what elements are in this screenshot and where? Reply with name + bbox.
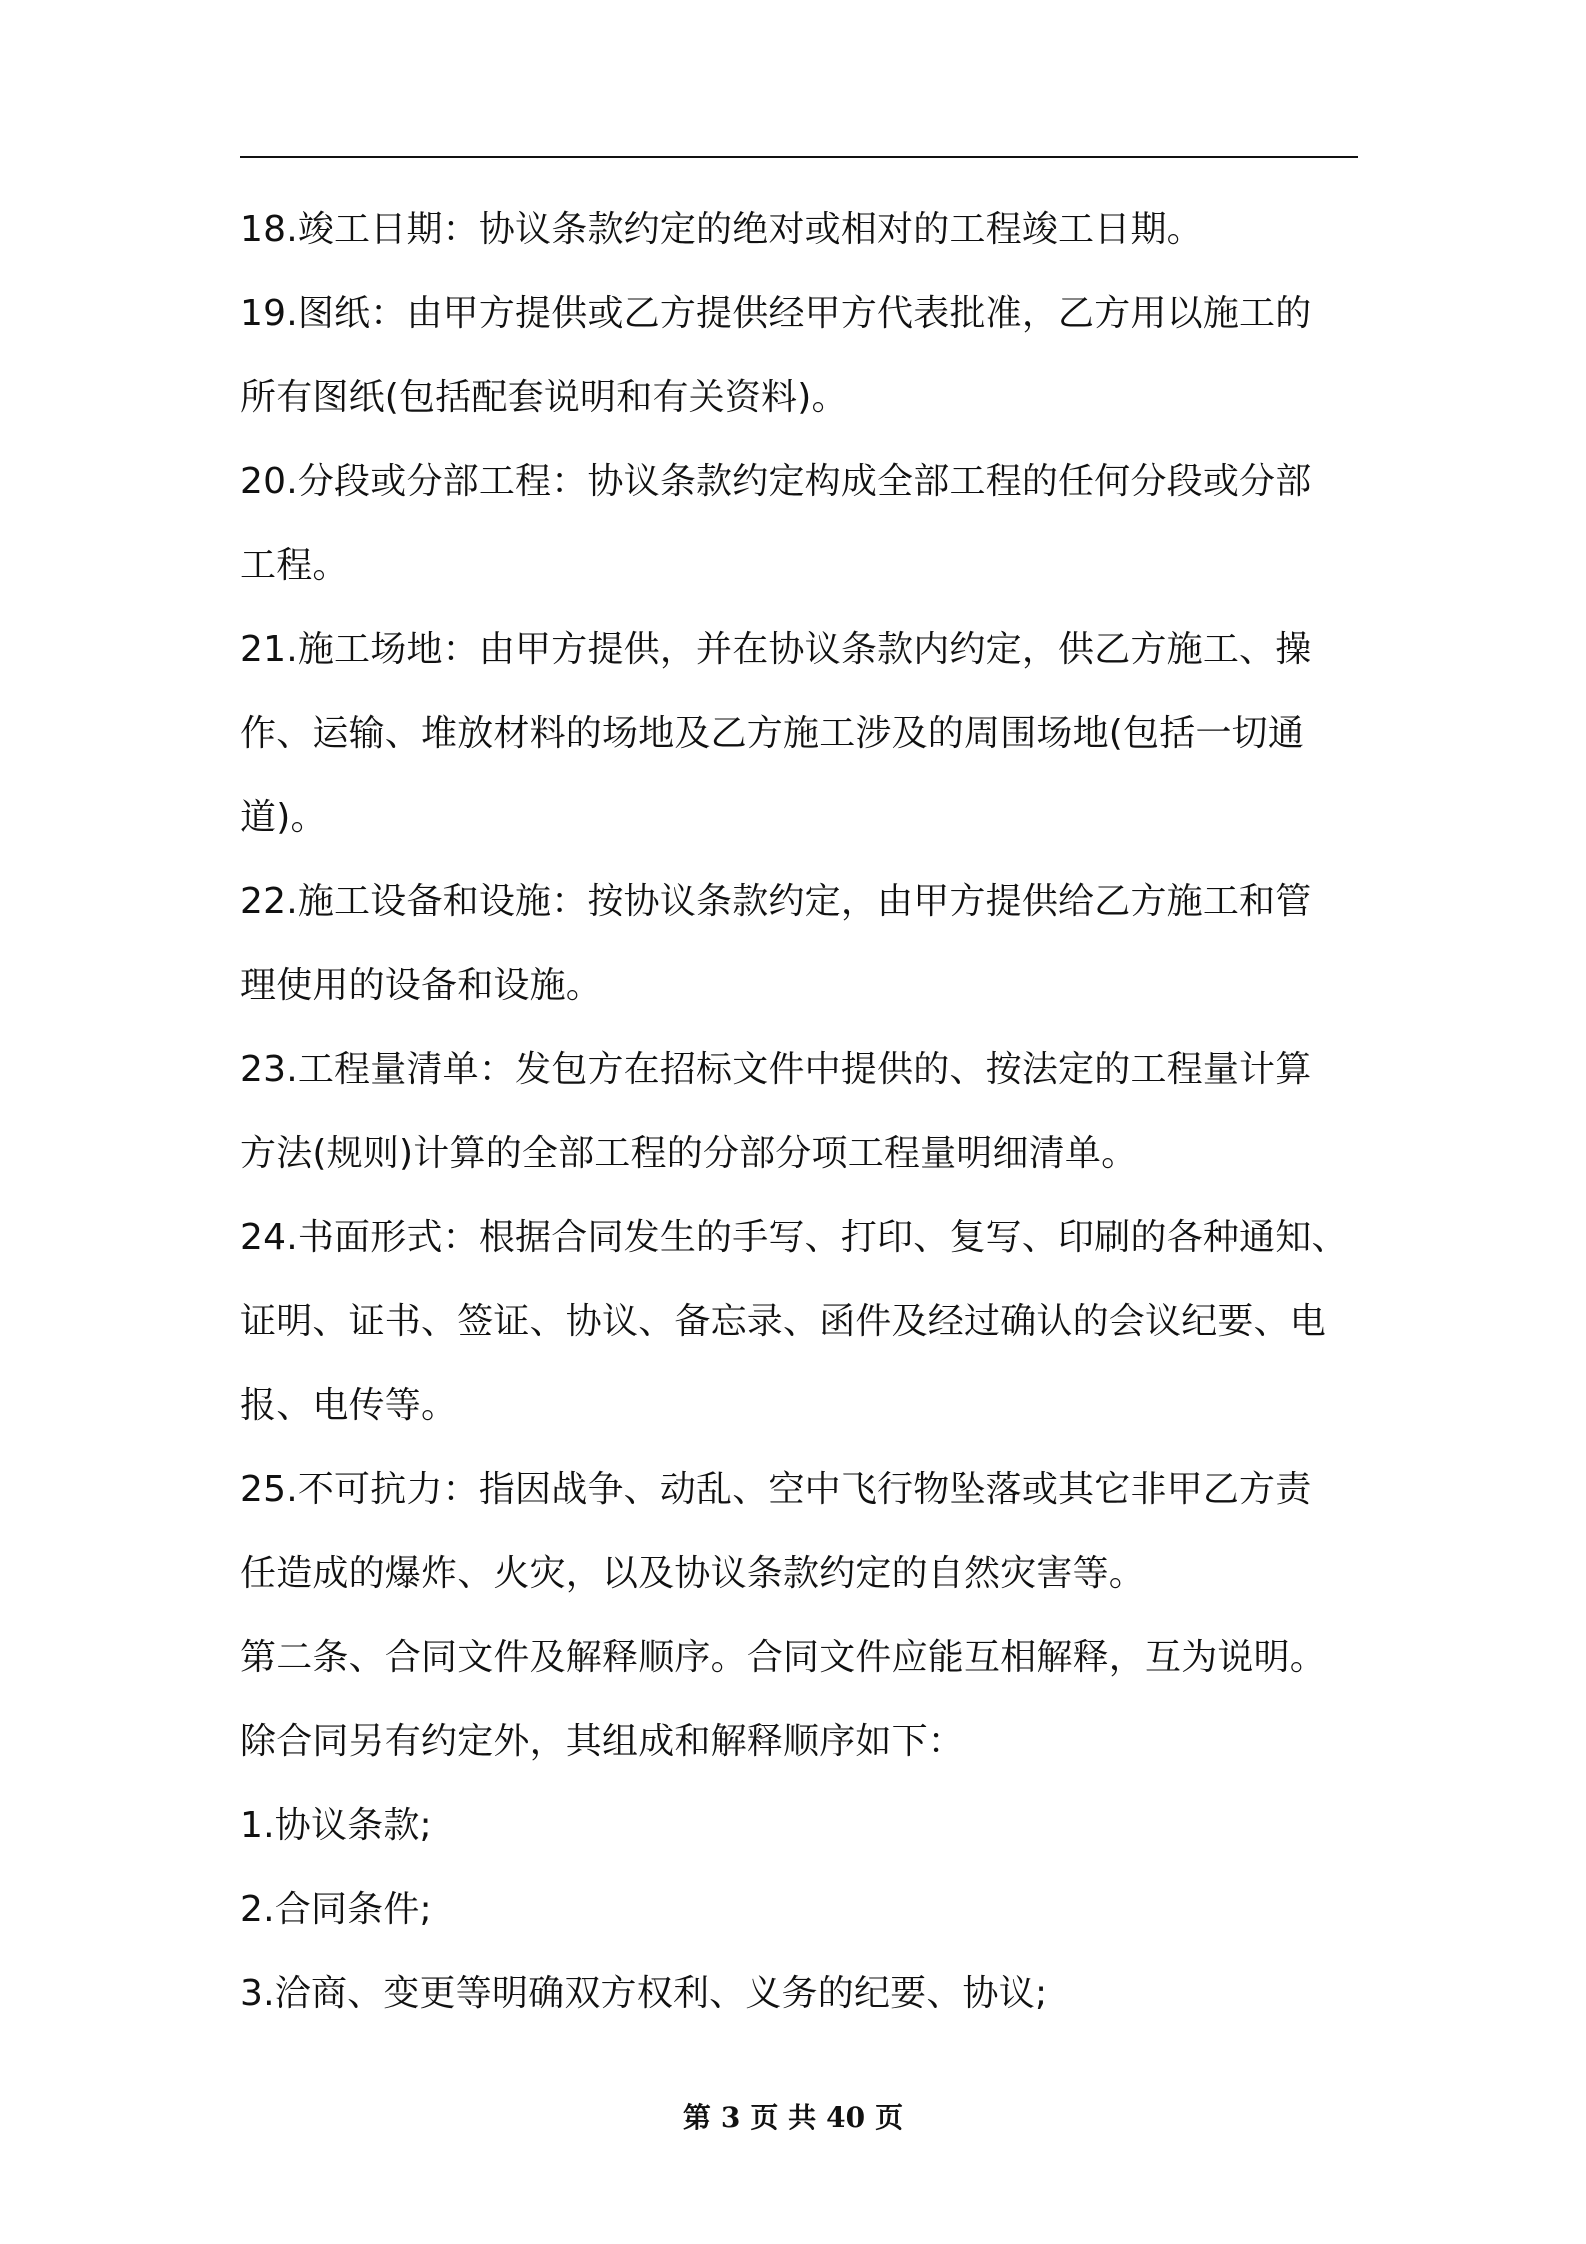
- page-number: 3: [720, 2101, 741, 2134]
- text-line: 所有图纸(包括配套说明和有关资料)。: [240, 377, 848, 418]
- text-line: 20.分段或分部工程：协议条款约定构成全部工程的任何分段或分部: [240, 461, 1312, 502]
- text-line: 18.竣工日期：协议条款约定的绝对或相对的工程竣工日期。: [240, 209, 1203, 250]
- text-line: 1.协议条款;: [240, 1805, 432, 1846]
- text-line: 任造成的爆炸、火灾，以及协议条款约定的自然灾害等。: [240, 1553, 1146, 1594]
- text-line: 19.图纸：由甲方提供或乙方提供经甲方代表批准，乙方用以施工的: [240, 293, 1312, 334]
- text-line: 24.书面形式：根据合同发生的手写、打印、复写、印刷的各种通知、: [240, 1217, 1348, 1258]
- text-line: 报、电传等。: [240, 1385, 458, 1426]
- text-line: 工程。: [240, 545, 349, 586]
- footer-prefix: 第: [682, 2101, 711, 2134]
- text-line: 方法(规则)计算的全部工程的分部分项工程量明细清单。: [240, 1133, 1138, 1174]
- header-rule: [240, 156, 1358, 158]
- text-line: 21.施工场地：由甲方提供，并在协议条款内约定，供乙方施工、操: [240, 629, 1312, 670]
- footer-middle: 页 共: [750, 2101, 817, 2134]
- text-line: 理使用的设备和设施。: [240, 965, 603, 1006]
- text-line: 作、运输、堆放材料的场地及乙方施工涉及的周围场地(包括一切通: [240, 713, 1305, 754]
- text-line: 证明、证书、签证、协议、备忘录、函件及经过确认的会议纪要、电: [240, 1301, 1327, 1342]
- text-line: 23.工程量清单：发包方在招标文件中提供的、按法定的工程量计算: [240, 1049, 1312, 1090]
- page-total: 40: [826, 2101, 866, 2134]
- page-footer: [0, 2096, 1586, 2136]
- text-line: 2.合同条件;: [240, 1889, 432, 1930]
- footer-suffix: 页: [875, 2101, 904, 2134]
- text-line: 22.施工设备和设施：按协议条款约定，由甲方提供给乙方施工和管: [240, 881, 1312, 922]
- text-line: 除合同另有约定外，其组成和解释顺序如下：: [240, 1721, 965, 1762]
- document-body: [240, 188, 1370, 2036]
- text-line: 第二条、合同文件及解释顺序。合同文件应能互相解释，互为说明。: [240, 1637, 1327, 1678]
- text-line: 25.不可抗力：指因战争、动乱、空中飞行物坠落或其它非甲乙方责: [240, 1469, 1312, 1510]
- text-line: 3.洽商、变更等明确双方权利、义务的纪要、协议;: [240, 1973, 1048, 2014]
- text-line: 道)。: [240, 797, 327, 838]
